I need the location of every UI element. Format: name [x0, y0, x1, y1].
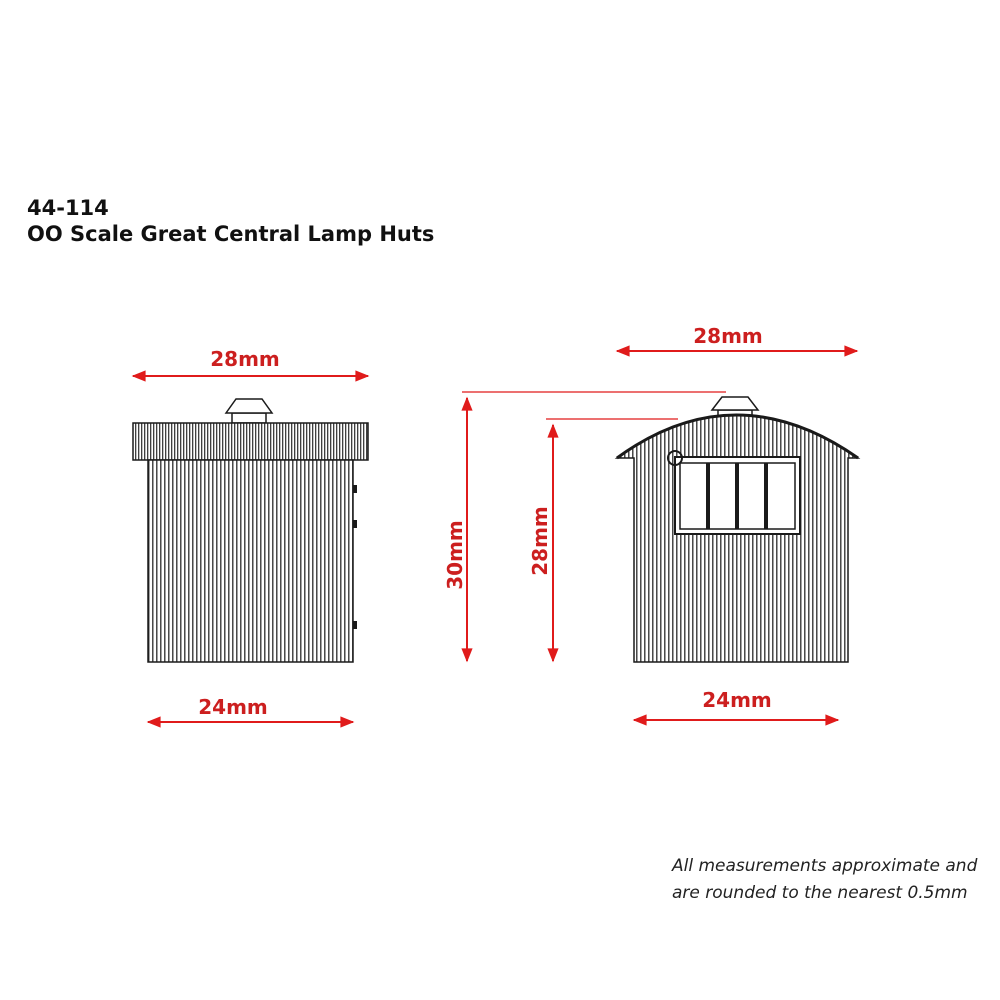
dimension-left-top	[133, 347, 368, 376]
dimension-right-bottom	[634, 688, 838, 720]
right-window	[668, 451, 800, 534]
right-hut-elevation	[617, 397, 858, 662]
left-body	[148, 460, 353, 662]
left-hinge-mid	[353, 520, 357, 528]
measurement-note-line2: are rounded to the nearest 0.5mm	[672, 883, 968, 903]
left-roof	[133, 423, 368, 460]
measurement-note	[672, 853, 977, 907]
dimension-right-top	[617, 324, 857, 351]
left-hut-elevation	[133, 399, 368, 662]
dimension-left-bottom	[148, 695, 353, 722]
label-left-bottom-width: 24mm	[198, 695, 268, 719]
label-right-bottom-width: 24mm	[702, 688, 772, 712]
left-hinge-bottom	[353, 621, 357, 629]
label-body-height: 28mm	[528, 506, 552, 576]
product-code: 44-114	[27, 196, 109, 220]
product-title: OO Scale Great Central Lamp Huts	[27, 222, 435, 246]
right-body	[617, 415, 858, 662]
label-overall-height: 30mm	[443, 520, 467, 590]
left-hinge-top	[353, 485, 357, 493]
label-right-top-width: 28mm	[693, 324, 763, 348]
measurement-note-line1: All measurements approximate and	[672, 856, 978, 876]
label-left-top-width: 28mm	[210, 347, 280, 371]
